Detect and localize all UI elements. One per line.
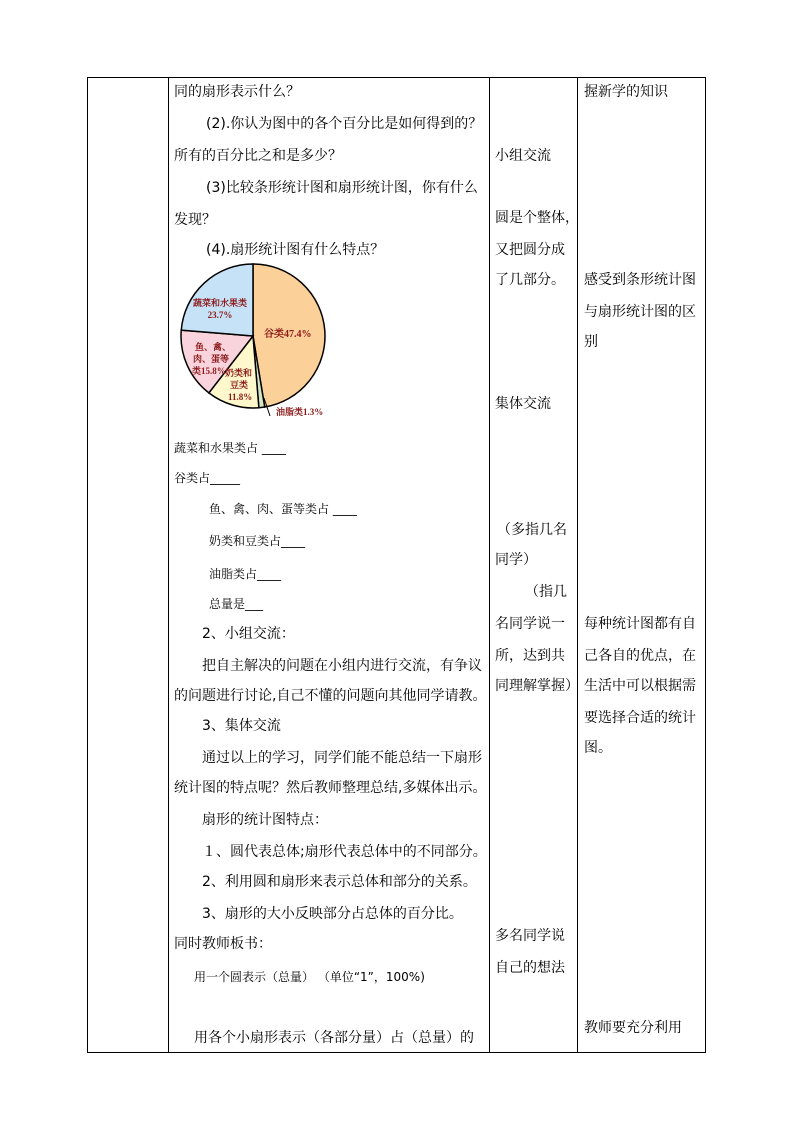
text-line: 3、集体交流 xyxy=(202,718,281,734)
text-line: 所有的百分比之和是多少？ xyxy=(174,148,342,164)
student-text: 圆是个整体， xyxy=(495,210,579,226)
text-line: 通过以上的学习，同学们能不能总结一下扇形 xyxy=(202,750,482,766)
text-line: 扇形的统计图特点： xyxy=(202,812,328,828)
intent-text: 感受到条形统计图 xyxy=(584,272,696,288)
text-line: １、圆代表总体;扇形代表总体中的不同部分。 xyxy=(202,844,487,860)
text-line: 3、扇形的大小反映部分占总体的百分比。 xyxy=(202,906,463,922)
student-text: 同理解掌握） xyxy=(495,678,579,694)
pie-label-milk: 豆类 xyxy=(230,380,249,390)
student-text: （多指几名 xyxy=(497,522,567,538)
student-text: 了几部分。 xyxy=(495,272,565,288)
intent-text: 别 xyxy=(584,334,598,350)
intent-text: 图。 xyxy=(584,740,612,756)
text-line: (4).扇形统计图有什么特点？ xyxy=(206,242,385,258)
pie-chart-svg xyxy=(178,266,338,422)
text-line: 同时教师板书： xyxy=(174,936,272,952)
pie-label-fish: 肉、蛋等 xyxy=(193,354,230,364)
student-text: 所，达到共 xyxy=(495,648,565,664)
student-text: 自己的想法 xyxy=(495,960,565,976)
column-divider xyxy=(168,78,169,1052)
text-line: 2、小组交流： xyxy=(202,626,295,642)
text-line: 同的扇形表示什么？ xyxy=(174,84,300,100)
pie-label-fish: 鱼、禽、 xyxy=(195,342,232,352)
student-text: 名同学说一 xyxy=(495,616,565,632)
text-line: 2、利用圆和扇形来表示总体和部分的关系。 xyxy=(202,874,477,890)
fill-line: 油脂类占____ xyxy=(209,567,282,581)
student-text: （指几 xyxy=(525,584,567,600)
intent-text: 握新学的知识 xyxy=(584,84,668,100)
column-divider xyxy=(489,78,490,1052)
student-text: 又把圆分成 xyxy=(495,242,565,258)
intent-text: 教师要充分利用 xyxy=(584,1020,682,1036)
fill-line: 谷类占_____ xyxy=(174,471,241,485)
fill-line: 奶类和豆类占____ xyxy=(209,534,306,548)
intent-text: 要选择合适的统计 xyxy=(584,710,696,726)
student-text: 小组交流 xyxy=(495,148,551,164)
pie-chart xyxy=(178,266,338,422)
fill-line: 总量是___ xyxy=(209,597,264,611)
pie-label-oil: 油脂类1.3% xyxy=(276,407,324,417)
text-line: 用各个小扇形表示（各部分量）占（总量）的 xyxy=(194,1030,474,1046)
text-line: 把自主解决的问题在小组内进行交流，有争议 xyxy=(202,658,482,674)
text-line: 用一个圆表示（总量） （单位“1”，100%) xyxy=(194,970,425,984)
pie-value-fish: 类15.8% xyxy=(192,366,226,376)
text-line: 的问题进行讨论,自己不懂的问题向其他同学请教。 xyxy=(174,688,487,704)
pie-label-grain: 谷类47.4% xyxy=(264,329,312,340)
intent-text: 己各自的优点，在 xyxy=(584,648,696,664)
pie-label-milk: 奶类和 xyxy=(225,368,253,378)
text-line: 统计图的特点呢？然后教师整理总结,多媒体出示。 xyxy=(174,780,487,796)
text-line: 发现？ xyxy=(174,212,216,228)
student-text: 同学） xyxy=(495,552,537,568)
fill-line: 蔬菜和水果类占 ____ xyxy=(174,441,286,455)
fill-line: 鱼、禽、肉、蛋等类占 ____ xyxy=(209,502,357,516)
text-line: (2).你认为图中的各个百分比是如何得到的？ xyxy=(206,116,483,132)
student-text: 集体交流 xyxy=(495,396,551,412)
pie-value-milk: 11.8% xyxy=(228,392,253,402)
pie-label-veg: 蔬菜和水果类 xyxy=(192,298,248,308)
intent-text: 每种统计图都有自 xyxy=(584,616,696,632)
student-text: 多名同学说 xyxy=(495,928,565,944)
intent-text: 与扇形统计图的区 xyxy=(584,304,696,320)
text-line: (3)比较条形统计图和扇形统计图，你有什么 xyxy=(206,180,478,196)
intent-text: 生活中可以根据需 xyxy=(584,678,696,694)
pie-value-veg: 23.7% xyxy=(207,310,233,320)
